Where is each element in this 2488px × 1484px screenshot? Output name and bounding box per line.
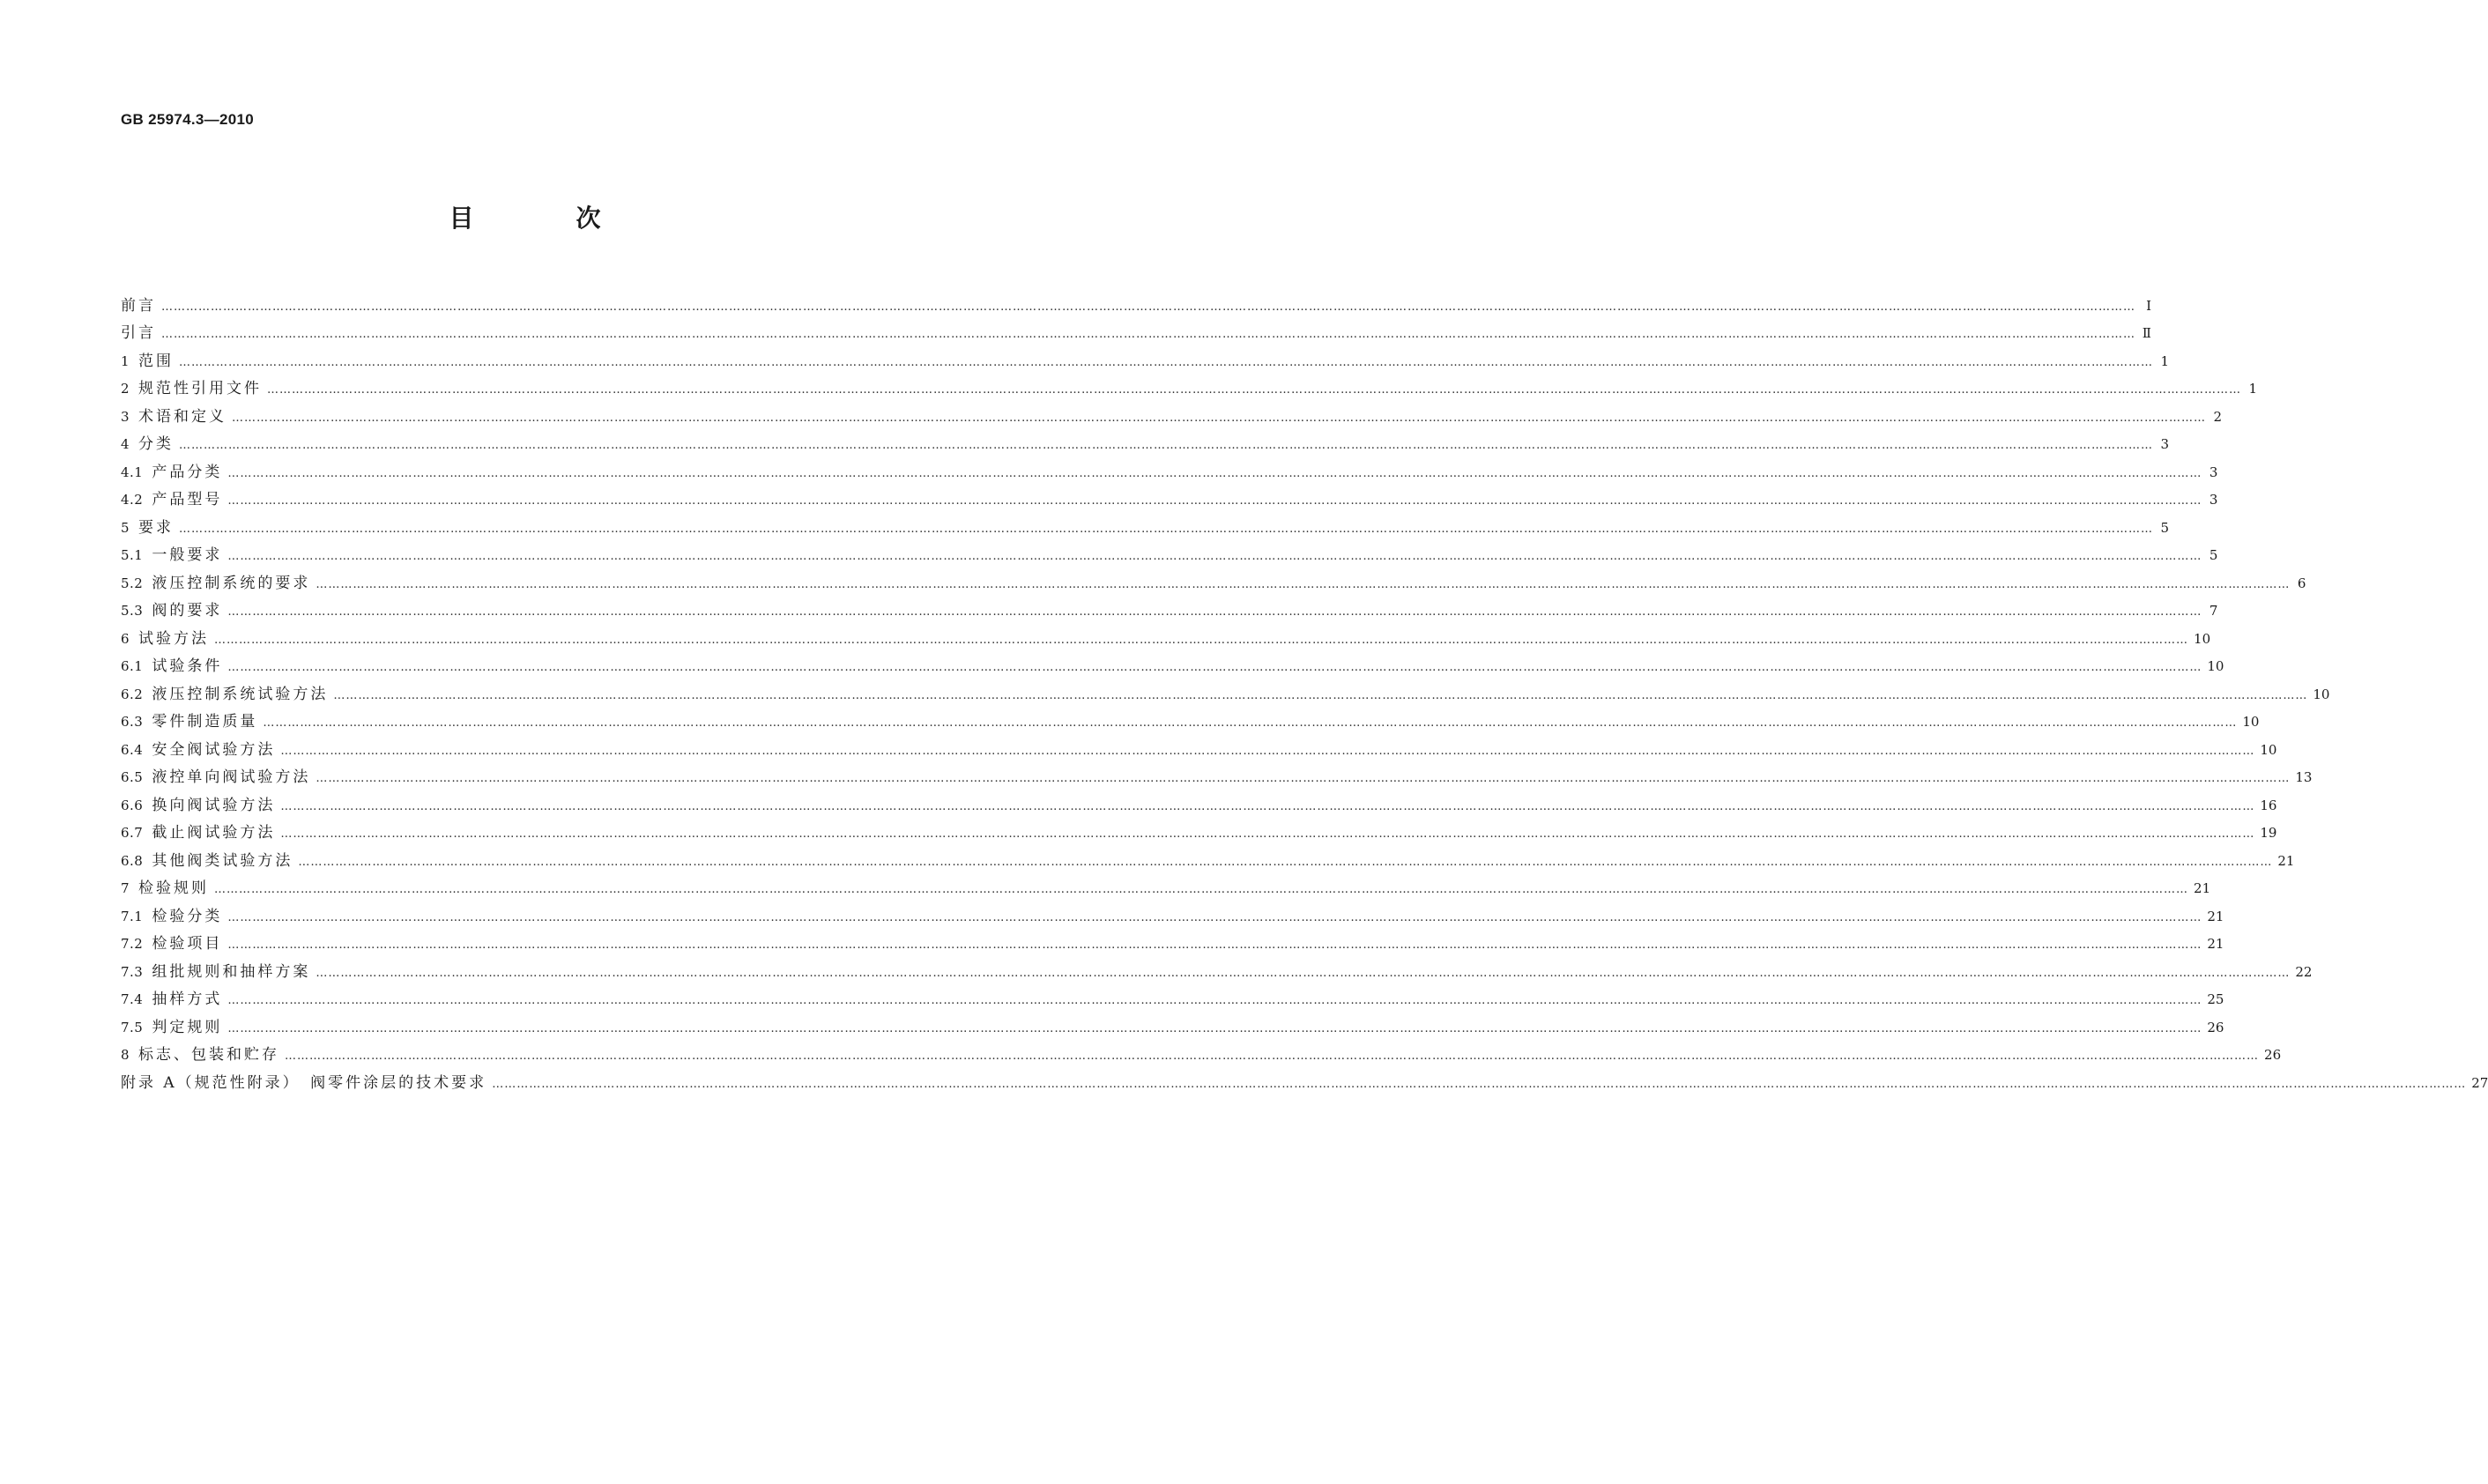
toc-entry[interactable] xyxy=(121,982,2224,1010)
toc-leader-dots: ………………………………………………………………………………………………………………………………………………………………………………………………………………………………………………………………………………………………………………………………………………………………………………………………………………………………………… xyxy=(227,910,2202,924)
toc-entry-number: 2 xyxy=(121,381,130,397)
toc-entry-page: 10 xyxy=(2242,714,2260,730)
toc-leader-dots: ………………………………………………………………………………………………………………………………………………………………………………………………………………………………………………………………………………………………………………………………………………………………………………………………………………………………………… xyxy=(179,355,2154,369)
toc-entry-page: 26 xyxy=(2264,1047,2282,1063)
toc-entry[interactable] xyxy=(121,371,2258,399)
toc-leader-dots: ………………………………………………………………………………………………………………………………………………………………………………………………………………………………………………………………………………………………………………………………………………………………………………………………………………………………………… xyxy=(285,1050,2260,1063)
toc-entry-page: 10 xyxy=(2194,630,2211,647)
toc-entry[interactable] xyxy=(121,398,2223,427)
toc-entry-number: 5.3 xyxy=(121,603,144,619)
standard-code: GB 25974.3—2010 xyxy=(121,111,254,128)
toc-entry[interactable] xyxy=(121,1009,2224,1037)
toc-entry-title: 产品型号 xyxy=(152,491,223,508)
toc-entry-title: 判定规则 xyxy=(152,1018,223,1036)
toc-entry-page: 21 xyxy=(2207,936,2224,952)
toc-entry[interactable] xyxy=(121,871,2211,899)
toc-entry-title: 阀的要求 xyxy=(152,602,223,620)
toc-entry-title: 其他阀类试验方法 xyxy=(152,851,293,870)
toc-entry-page: 1 xyxy=(2248,381,2258,397)
toc-entry-page: 5 xyxy=(2160,519,2170,536)
toc-entry[interactable] xyxy=(121,315,2151,344)
toc-leader-dots: ………………………………………………………………………………………………………………………………………………………………………………………………………………………………………………………………………………………………………………………………………………………………………………………………………………………………………… xyxy=(298,855,2273,869)
toc-leader-dots: ………………………………………………………………………………………………………………………………………………………………………………………………………………………………………………………………………………………………………………………………………………………………………………………………………………………………………… xyxy=(280,799,2255,813)
toc-entry-number: 3 xyxy=(121,408,130,425)
toc-entry[interactable] xyxy=(121,842,2295,871)
toc-entry-title: 产品分类 xyxy=(152,463,223,481)
toc-entry[interactable] xyxy=(121,482,2218,510)
toc-entry-page: 25 xyxy=(2207,991,2224,1007)
toc-entry[interactable] xyxy=(121,538,2218,566)
toc-entry-title: 安全阀试验方法 xyxy=(152,740,276,759)
toc-entry[interactable] xyxy=(121,1037,2282,1065)
toc-entry-number: 6.4 xyxy=(121,741,144,758)
toc-entry-number: 6.1 xyxy=(121,658,144,674)
toc-leader-dots: ………………………………………………………………………………………………………………………………………………………………………………………………………………………………………………………………………………………………………………………………………………………………………………………………………………………………………… xyxy=(492,1077,2467,1091)
toc-entry[interactable] xyxy=(121,427,2170,455)
toc-entry-title: 附录 A（规范性附录） 阀零件涂层的技术要求 xyxy=(121,1073,487,1092)
toc-entry-number: 4.1 xyxy=(121,464,144,480)
toc-entry-title: 检验分类 xyxy=(152,907,223,925)
toc-leader-dots: ………………………………………………………………………………………………………………………………………………………………………………………………………………………………………………………………………………………………………………………………………………………………………………………………………………………………………… xyxy=(263,716,2238,730)
toc-entry-title: 检验项目 xyxy=(152,935,223,953)
toc-entry[interactable] xyxy=(121,343,2170,371)
toc-entry-page: 10 xyxy=(2260,741,2277,758)
toc-entry-page: 21 xyxy=(2277,852,2295,869)
toc-entry-number: 6.3 xyxy=(121,714,144,730)
toc-entry-page: 3 xyxy=(2209,464,2218,480)
toc-entry[interactable] xyxy=(121,649,2224,677)
toc-entry[interactable] xyxy=(121,593,2218,621)
toc-entry-page: 22 xyxy=(2295,963,2313,980)
toc-leader-dots: ………………………………………………………………………………………………………………………………………………………………………………………………………………………………………………………………………………………………………………………………………………………………………………………………………………………………………… xyxy=(161,328,2135,341)
toc-entry-page: 3 xyxy=(2209,492,2218,508)
toc-entry-number: 7 xyxy=(121,880,130,896)
toc-entry[interactable] xyxy=(121,454,2218,482)
toc-entry-number: 7.2 xyxy=(121,936,144,952)
toc-entry-title: 范围 xyxy=(138,352,175,370)
toc-entry-number: 7.1 xyxy=(121,908,144,924)
toc-entry-number: 8 xyxy=(121,1047,130,1063)
toc-entry-title: 规范性引用文件 xyxy=(138,380,263,397)
toc-entry-number: 7.4 xyxy=(121,991,144,1007)
toc-entry[interactable] xyxy=(121,704,2260,732)
toc-entry-page: 27 xyxy=(2471,1074,2488,1091)
toc-entry-title: 抽样方式 xyxy=(152,991,223,1008)
toc-leader-dots: ………………………………………………………………………………………………………………………………………………………………………………………………………………………………………………………………………………………………………………………………………………………………………………………………………………………………………… xyxy=(227,661,2202,674)
toc-entry-page: 21 xyxy=(2194,880,2211,896)
toc-entry-page: 5 xyxy=(2209,547,2218,563)
toc-entry[interactable] xyxy=(121,926,2224,954)
toc-entry-title: 前言 xyxy=(121,296,156,315)
toc-entry-title: 标志、包装和贮存 xyxy=(138,1046,280,1064)
toc-leader-dots: ………………………………………………………………………………………………………………………………………………………………………………………………………………………………………………………………………………………………………………………………………………………………………………………………………………………………………… xyxy=(227,1021,2202,1035)
toc-entry-title: 零件制造质量 xyxy=(152,713,258,731)
toc-entry-page: 10 xyxy=(2313,686,2330,702)
toc-leader-dots: ………………………………………………………………………………………………………………………………………………………………………………………………………………………………………………………………………………………………………………………………………………………………………………………………………………………………………… xyxy=(280,827,2255,841)
toc-leader-dots: ………………………………………………………………………………………………………………………………………………………………………………………………………………………………………………………………………………………………………………………………………………………………………………………………………………………………………… xyxy=(267,383,2242,397)
toc-leader-dots: ………………………………………………………………………………………………………………………………………………………………………………………………………………………………………………………………………………………………………………………………………………………………………………………………………………………………………… xyxy=(227,494,2202,508)
toc-entry-number: 5.2 xyxy=(121,575,144,591)
toc-entry[interactable] xyxy=(121,760,2313,788)
table-of-contents xyxy=(121,287,2488,1093)
toc-entry-page: 13 xyxy=(2295,769,2313,785)
toc-entry-title: 分类 xyxy=(138,435,175,453)
toc-entry-title: 液控单向阀试验方法 xyxy=(152,768,311,786)
toc-leader-dots: ………………………………………………………………………………………………………………………………………………………………………………………………………………………………………………………………………………………………………………………………………………………………………………………………………………………………………… xyxy=(227,994,2202,1007)
toc-leader-dots: ………………………………………………………………………………………………………………………………………………………………………………………………………………………………………………………………………………………………………………………………………………………………………………………………………………………………………… xyxy=(316,577,2291,591)
toc-leader-dots: ………………………………………………………………………………………………………………………………………………………………………………………………………………………………………………………………………………………………………………………………………………………………………………………………………………………………………… xyxy=(280,744,2255,758)
toc-entry[interactable] xyxy=(121,287,2151,315)
toc-entry-title: 一般要求 xyxy=(152,546,223,564)
toc-leader-dots: ………………………………………………………………………………………………………………………………………………………………………………………………………………………………………………………………………………………………………………………………………………………………………………………………………………………………………… xyxy=(227,466,2202,480)
toc-entry-title: 液压控制系统的要求 xyxy=(152,574,311,592)
toc-leader-dots: ………………………………………………………………………………………………………………………………………………………………………………………………………………………………………………………………………………………………………………………………………………………………………………………………………………………………………… xyxy=(227,605,2202,619)
toc-entry-title: 截止阀试验方法 xyxy=(152,824,276,842)
toc-entry-number: 5.1 xyxy=(121,547,144,563)
toc-entry-page: 26 xyxy=(2207,1019,2224,1035)
toc-entry-number: 6.6 xyxy=(121,797,144,813)
toc-entry[interactable] xyxy=(121,509,2170,538)
toc-entry-page: 3 xyxy=(2160,436,2170,452)
toc-entry-title: 引言 xyxy=(121,324,156,342)
toc-entry[interactable] xyxy=(121,620,2211,649)
toc-entry-page: 16 xyxy=(2260,797,2277,813)
toc-entry-page: 7 xyxy=(2209,603,2218,619)
toc-entry-number: 6.5 xyxy=(121,769,144,785)
toc-entry-page: 1 xyxy=(2160,352,2170,369)
toc-entry-number: 4.2 xyxy=(121,492,144,508)
toc-entry-number: 4 xyxy=(121,436,130,452)
toc-entry-page: 6 xyxy=(2297,575,2306,591)
toc-leader-dots: ………………………………………………………………………………………………………………………………………………………………………………………………………………………………………………………………………………………………………………………………………………………………………………………………………………………………………… xyxy=(214,883,2189,896)
toc-leader-dots: ………………………………………………………………………………………………………………………………………………………………………………………………………………………………………………………………………………………………………………………………………………………………………………………………………………………………………… xyxy=(179,522,2154,536)
toc-entry-number: 1 xyxy=(121,352,130,369)
toc-entry[interactable] xyxy=(121,815,2277,843)
toc-entry-title: 检验规则 xyxy=(138,879,210,897)
toc-entry-number: 7.3 xyxy=(121,963,144,980)
toc-entry-title: 组批规则和抽样方案 xyxy=(152,962,311,981)
toc-entry-page: 2 xyxy=(2213,408,2223,425)
toc-entry[interactable] xyxy=(121,1065,2488,1093)
toc-leader-dots: ………………………………………………………………………………………………………………………………………………………………………………………………………………………………………………………………………………………………………………………………………………………………………………………………………………………………………… xyxy=(316,772,2291,785)
toc-leader-dots: ………………………………………………………………………………………………………………………………………………………………………………………………………………………………………………………………………………………………………………………………………………………………………………………………………………………………………… xyxy=(227,550,2202,563)
toc-entry-number: 6.8 xyxy=(121,852,144,869)
toc-leader-dots: ………………………………………………………………………………………………………………………………………………………………………………………………………………………………………………………………………………………………………………………………………………………………………………………………………………………………………… xyxy=(214,633,2189,647)
toc-leader-dots: ………………………………………………………………………………………………………………………………………………………………………………………………………………………………………………………………………………………………………………………………………………………………………………………………………………………………………… xyxy=(227,939,2202,952)
toc-entry-title: 要求 xyxy=(138,518,175,537)
toc-leader-dots: ………………………………………………………………………………………………………………………………………………………………………………………………………………………………………………………………………………………………………………………………………………………………………………………………………………………………………… xyxy=(179,439,2154,452)
toc-entry[interactable] xyxy=(121,565,2306,593)
toc-entry-page: 19 xyxy=(2260,825,2277,841)
toc-leader-dots: ………………………………………………………………………………………………………………………………………………………………………………………………………………………………………………………………………………………………………………………………………………………………………………………………………………………………………… xyxy=(333,688,2308,702)
toc-leader-dots: ………………………………………………………………………………………………………………………………………………………………………………………………………………………………………………………………………………………………………………………………………………………………………………………………………………………………………… xyxy=(232,411,2207,425)
toc-entry-number: 6 xyxy=(121,630,130,647)
toc-entry-number: 6.7 xyxy=(121,825,144,841)
toc-leader-dots: ………………………………………………………………………………………………………………………………………………………………………………………………………………………………………………………………………………………………………………………………………………………………………………………………………………………………………… xyxy=(161,300,2135,314)
toc-entry-number: 6.2 xyxy=(121,686,144,702)
toc-entry-number: 5 xyxy=(121,519,130,536)
toc-entry-number: 7.5 xyxy=(121,1019,144,1035)
toc-entry-title: 试验条件 xyxy=(152,657,223,675)
toc-entry[interactable] xyxy=(121,953,2313,982)
toc-entry-title: 换向阀试验方法 xyxy=(152,796,276,814)
toc-entry[interactable] xyxy=(121,676,2330,704)
toc-entry-title: 液压控制系统试验方法 xyxy=(152,685,329,703)
toc-entry-page: Ⅱ xyxy=(2142,325,2151,341)
toc-entry[interactable] xyxy=(121,731,2277,760)
toc-leader-dots: ………………………………………………………………………………………………………………………………………………………………………………………………………………………………………………………………………………………………………………………………………………………………………………………………………………………………………… xyxy=(316,966,2291,980)
page-title: 目 次 xyxy=(449,204,640,233)
toc-entry-page: 10 xyxy=(2207,658,2224,674)
toc-entry-title: 术语和定义 xyxy=(138,407,227,426)
toc-entry-title: 试验方法 xyxy=(138,629,210,648)
toc-entry[interactable] xyxy=(121,898,2224,926)
toc-entry-page: 21 xyxy=(2207,908,2224,924)
toc-entry-page: Ⅰ xyxy=(2146,297,2151,314)
toc-entry[interactable] xyxy=(121,787,2277,815)
